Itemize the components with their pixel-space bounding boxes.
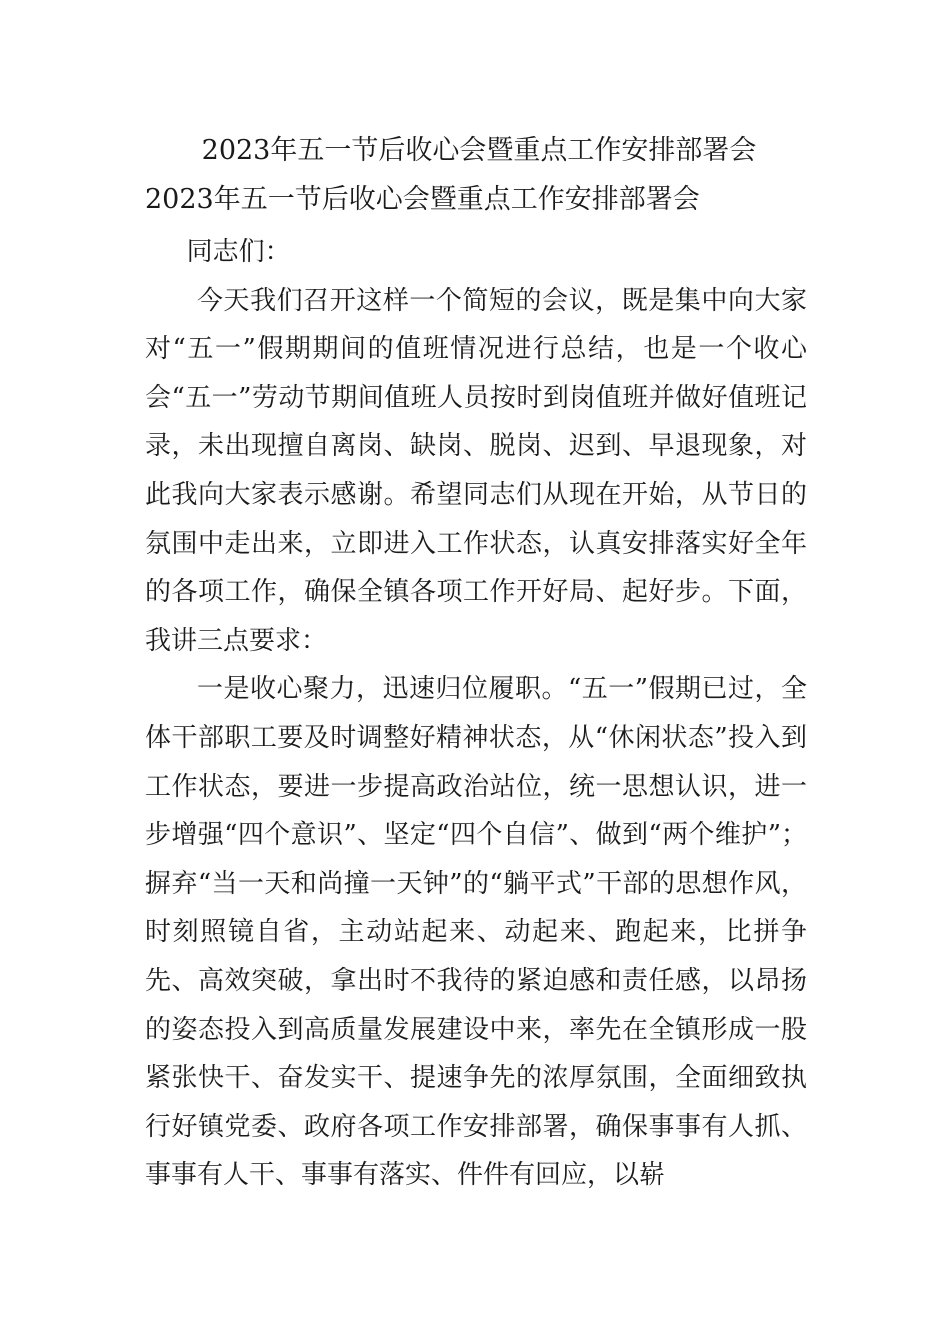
salutation: 同志们：	[186, 237, 291, 267]
document-title-centered: 2023年五一节后收心会暨重点工作安排部署会	[201, 135, 757, 166]
paragraph-intro: 今天我们召开这样一个简短的会议，既是集中向大家对“五一”假期期间的值班情况进行总结，也是一个收心会“五一”劳动节期间值班人员按时到岗值班并做好值班记录，未出现擅自离岗、缺岗、脱岗、迟到、早退现象，对此我向大家表示感谢。希望同志们从现在开始，从节日的氛围中走出来，立即进入工作状态，认真安排落实好全年的各项工作，确保全镇各项工作开好局、起好步。下面，我讲三点要求：	[145, 285, 807, 656]
document-body	[145, 228, 807, 1200]
document-title-left: 2023年五一节后收心会暨重点工作安排部署会	[145, 184, 700, 215]
paragraph-point-one: 一是收心聚力，迅速归位履职。“五一”假期已过，全体干部职工要及时调整好精神状态，从“休闲状态”投入到工作状态，要进一步提高政治站位，统一思想认识，进一步增强“四个意识”、坚定“四个自信”、做到“两个维护”；摒弃“当一天和尚撞一天钟”的“躺平式”干部的思想作风，时刻照镜自省，主动站起来、动起来、跑起来，比拼争先、高效突破，拿出时不我待的紧迫感和责任感，以昂扬的姿态投入到高质量发展建设中来，率先在全镇形成一股紧张快干、奋发实干、提速争先的浓厚氛围，全面细致执行好镇党委、政府各项工作安排部署，确保事事有人抓、事事有人干、事事有落实、件件有回应，以崭	[145, 674, 807, 1191]
